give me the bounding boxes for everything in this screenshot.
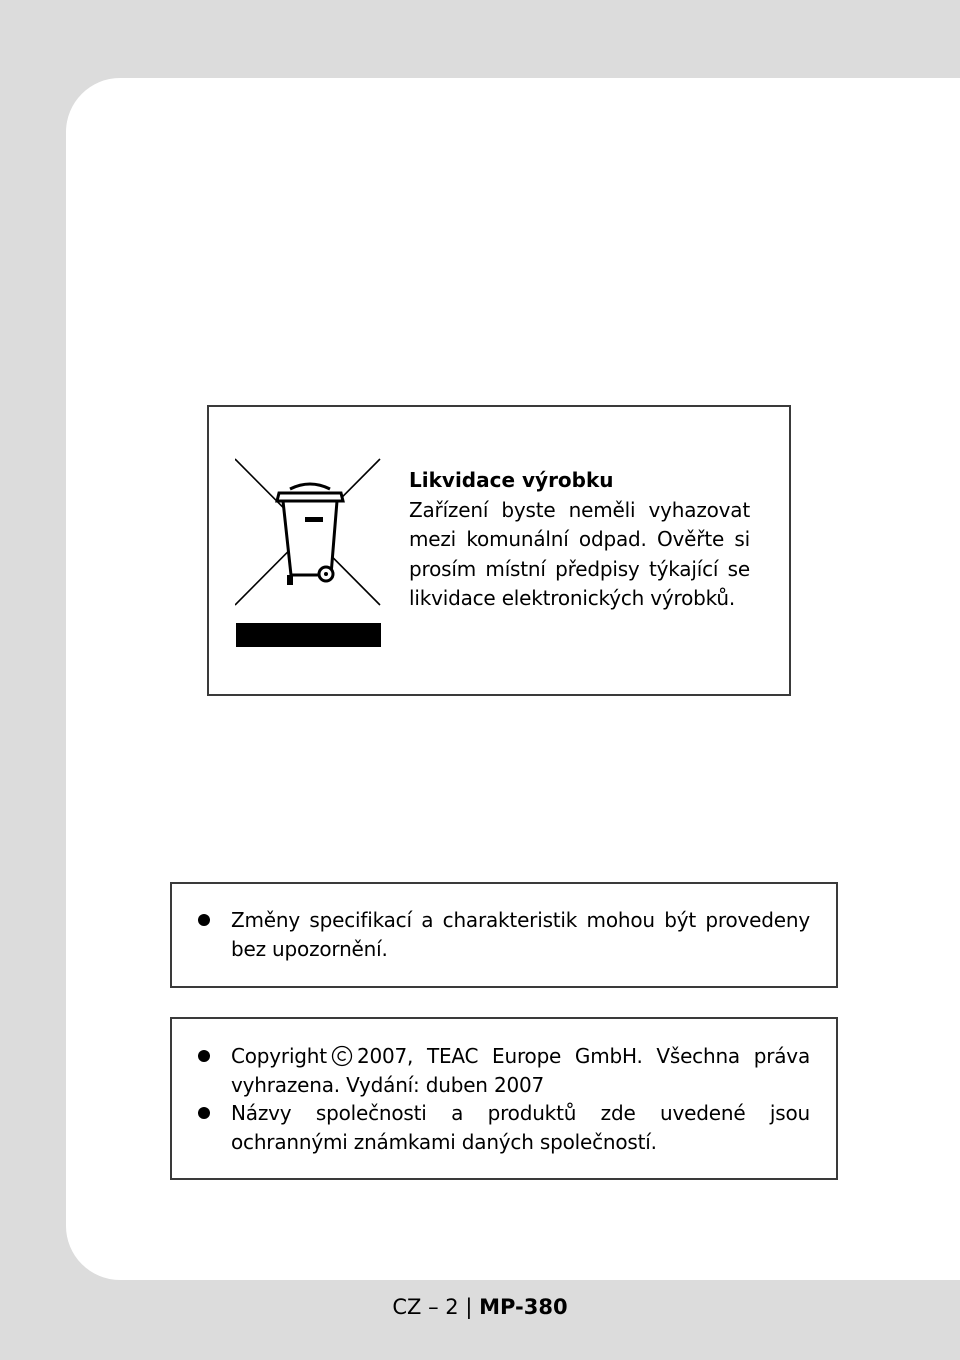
- footer-separator: |: [465, 1295, 473, 1319]
- copyright-symbol-icon: [331, 1045, 353, 1067]
- spec-notice-list: [231, 906, 810, 963]
- page-footer: [0, 1293, 960, 1321]
- spec-change-text: Změny specifikací a charakteristik mohou být provedeny bez upozornění.: [231, 908, 810, 961]
- copyright-prefix: Copyright: [231, 1044, 327, 1068]
- disposal-notice-box: [207, 405, 791, 696]
- disposal-title: Likvidace výrobku: [409, 468, 614, 492]
- page-number: CZ – 2: [392, 1295, 459, 1319]
- disposal-body: Zařízení byste neměli vyhazovat mezi komunální odpad. Ověřte si prosím místní předpisy týkající se likvidace elektronických výrobků.: [409, 497, 750, 610]
- copyright-notice-box: [170, 1017, 838, 1180]
- copyright-notice-list: [231, 1042, 810, 1156]
- spec-notice-box: [170, 882, 838, 988]
- bullet-icon: [198, 914, 210, 926]
- bullet-icon: [198, 1107, 210, 1119]
- list-item: [231, 1042, 810, 1099]
- crossed-out-wheelie-bin-icon: [235, 457, 385, 647]
- bullet-icon: [198, 1050, 210, 1062]
- copyright-text: 2007, TEAC Europe GmbH. Všechna práva vyhrazena. Vydání: duben 2007: [231, 1044, 810, 1097]
- disposal-text: [409, 466, 750, 614]
- trademarks-text: Názvy společnosti a produktů zde uvedené jsou ochrannými známkami daných společností.: [231, 1101, 810, 1154]
- list-item: [231, 1099, 810, 1156]
- model-name: MP-380: [479, 1295, 568, 1319]
- list-item: [231, 906, 810, 963]
